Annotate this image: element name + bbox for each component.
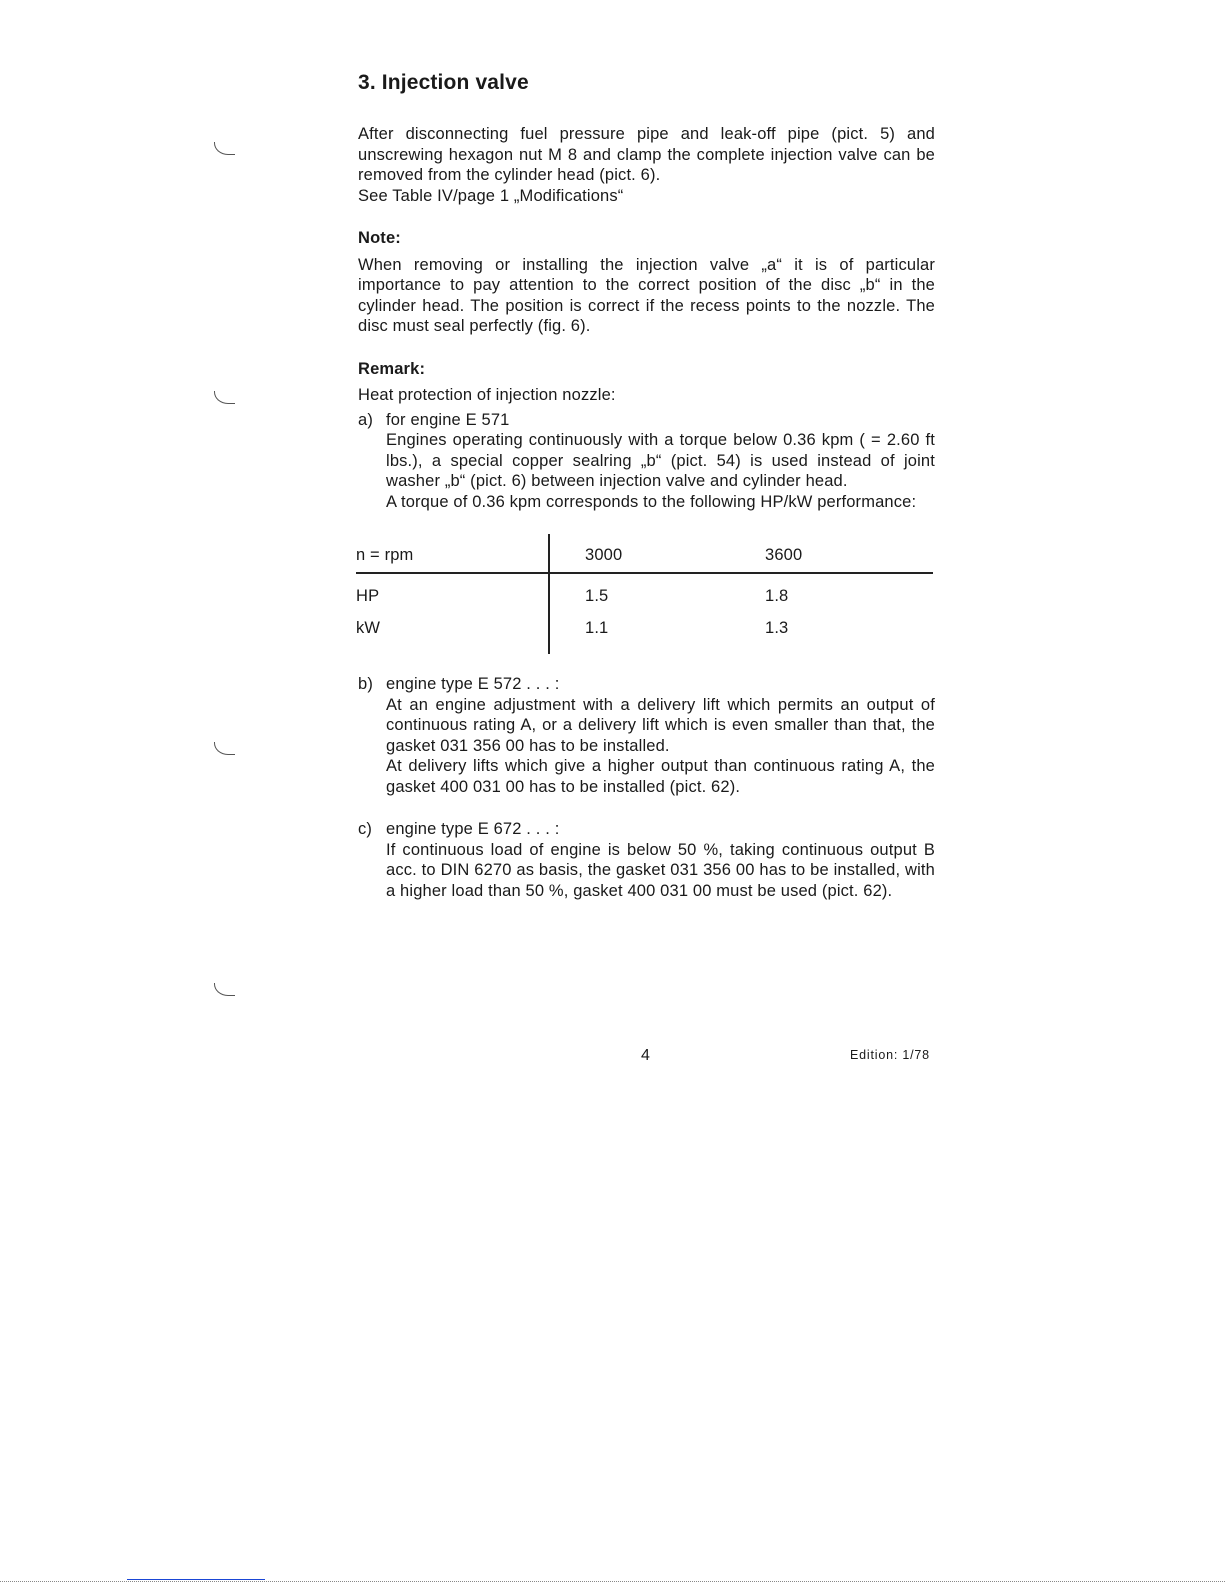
item-text: Engines operating continuously with a torque below 0.36 kpm ( = 2.60 ft lbs.), a special copper sealring „b“ (pict. 54) is used instead of joint washer „b“ (pict. 6) between injection valve and cylinder head. [386,431,935,490]
table-cell: 1.1 [585,619,609,637]
item-title: for engine E 571 [386,410,510,429]
table-cell: kW [356,619,381,637]
table-cell: 1.5 [585,587,609,605]
item-text: At delivery lifts which give a higher output than continuous rating A, the gasket 400 031 00 has to be installed (pict. 62). [386,757,935,796]
table-cell: 1.8 [765,587,789,605]
section-title: 3. Injection valve [358,71,529,94]
intro-text: After disconnecting fuel pressure pipe and leak-off pipe (pict. 5) and unscrewing hexagon nut M 8 and clamp the complete injection valve can be removed from the cylinder head (pict. 6). [358,125,935,184]
table-header-cell: n = rpm [356,546,414,564]
note-heading: Note: [358,229,401,247]
remark-intro: Heat protection of injection nozzle: [358,386,616,404]
bottom-underline [127,1579,265,1583]
table-divider-vertical [548,534,550,654]
table-header-cell: 3000 [585,546,623,564]
binder-hole-mark [214,142,235,155]
binder-hole-mark [214,742,235,755]
edition-label: Edition: 1/78 [850,1048,930,1062]
note-block [358,228,935,337]
item-title: engine type E 572 . . . : [386,675,560,693]
remark-item-a [358,410,935,513]
table-cell: 1.3 [765,619,789,637]
table-divider-horizontal [356,572,933,574]
page-content [358,70,935,901]
item-label: a) [358,410,373,429]
remark-block [358,359,935,902]
item-label: c) [358,820,373,838]
binder-hole-mark [214,983,235,996]
item-text: A torque of 0.36 kpm corresponds to the following HP/kW performance: [386,492,917,511]
item-text: At an engine adjustment with a delivery lift which permits an output of continuous rating A, or a delivery lift which is even smaller than that, the gasket 031 356 00 has to be installed. [386,695,935,755]
table-cell: HP [356,587,380,605]
item-text: If continuous load of engine is below 50 %, taking continuous output B acc. to DIN 6270 as basis, the gasket 031 356 00 has to be installed, with a higher load than 50 %, gasket 400 031 00 must be used (pict. 62). [386,840,935,900]
item-title: engine type E 672 . . . : [386,820,560,838]
performance-table [356,534,933,654]
remark-heading: Remark: [358,359,426,378]
note-text: When removing or installing the injection valve „a“ it is of particular importance to pay attention to the correct position of the disc „b“ in the cylinder head. The position is correct if the recess points to the nozzle. The disc must seal perfectly (fig. 6). [358,255,935,335]
intro-reference: See Table IV/page 1 „Modifications“ [358,186,624,205]
table-header-cell: 3600 [765,546,803,564]
binder-hole-mark [214,391,235,404]
page-number: 4 [641,1047,650,1064]
item-label: b) [358,675,373,693]
intro-paragraph [358,124,935,206]
remark-item-b [358,674,935,797]
remark-item-c [358,819,935,901]
